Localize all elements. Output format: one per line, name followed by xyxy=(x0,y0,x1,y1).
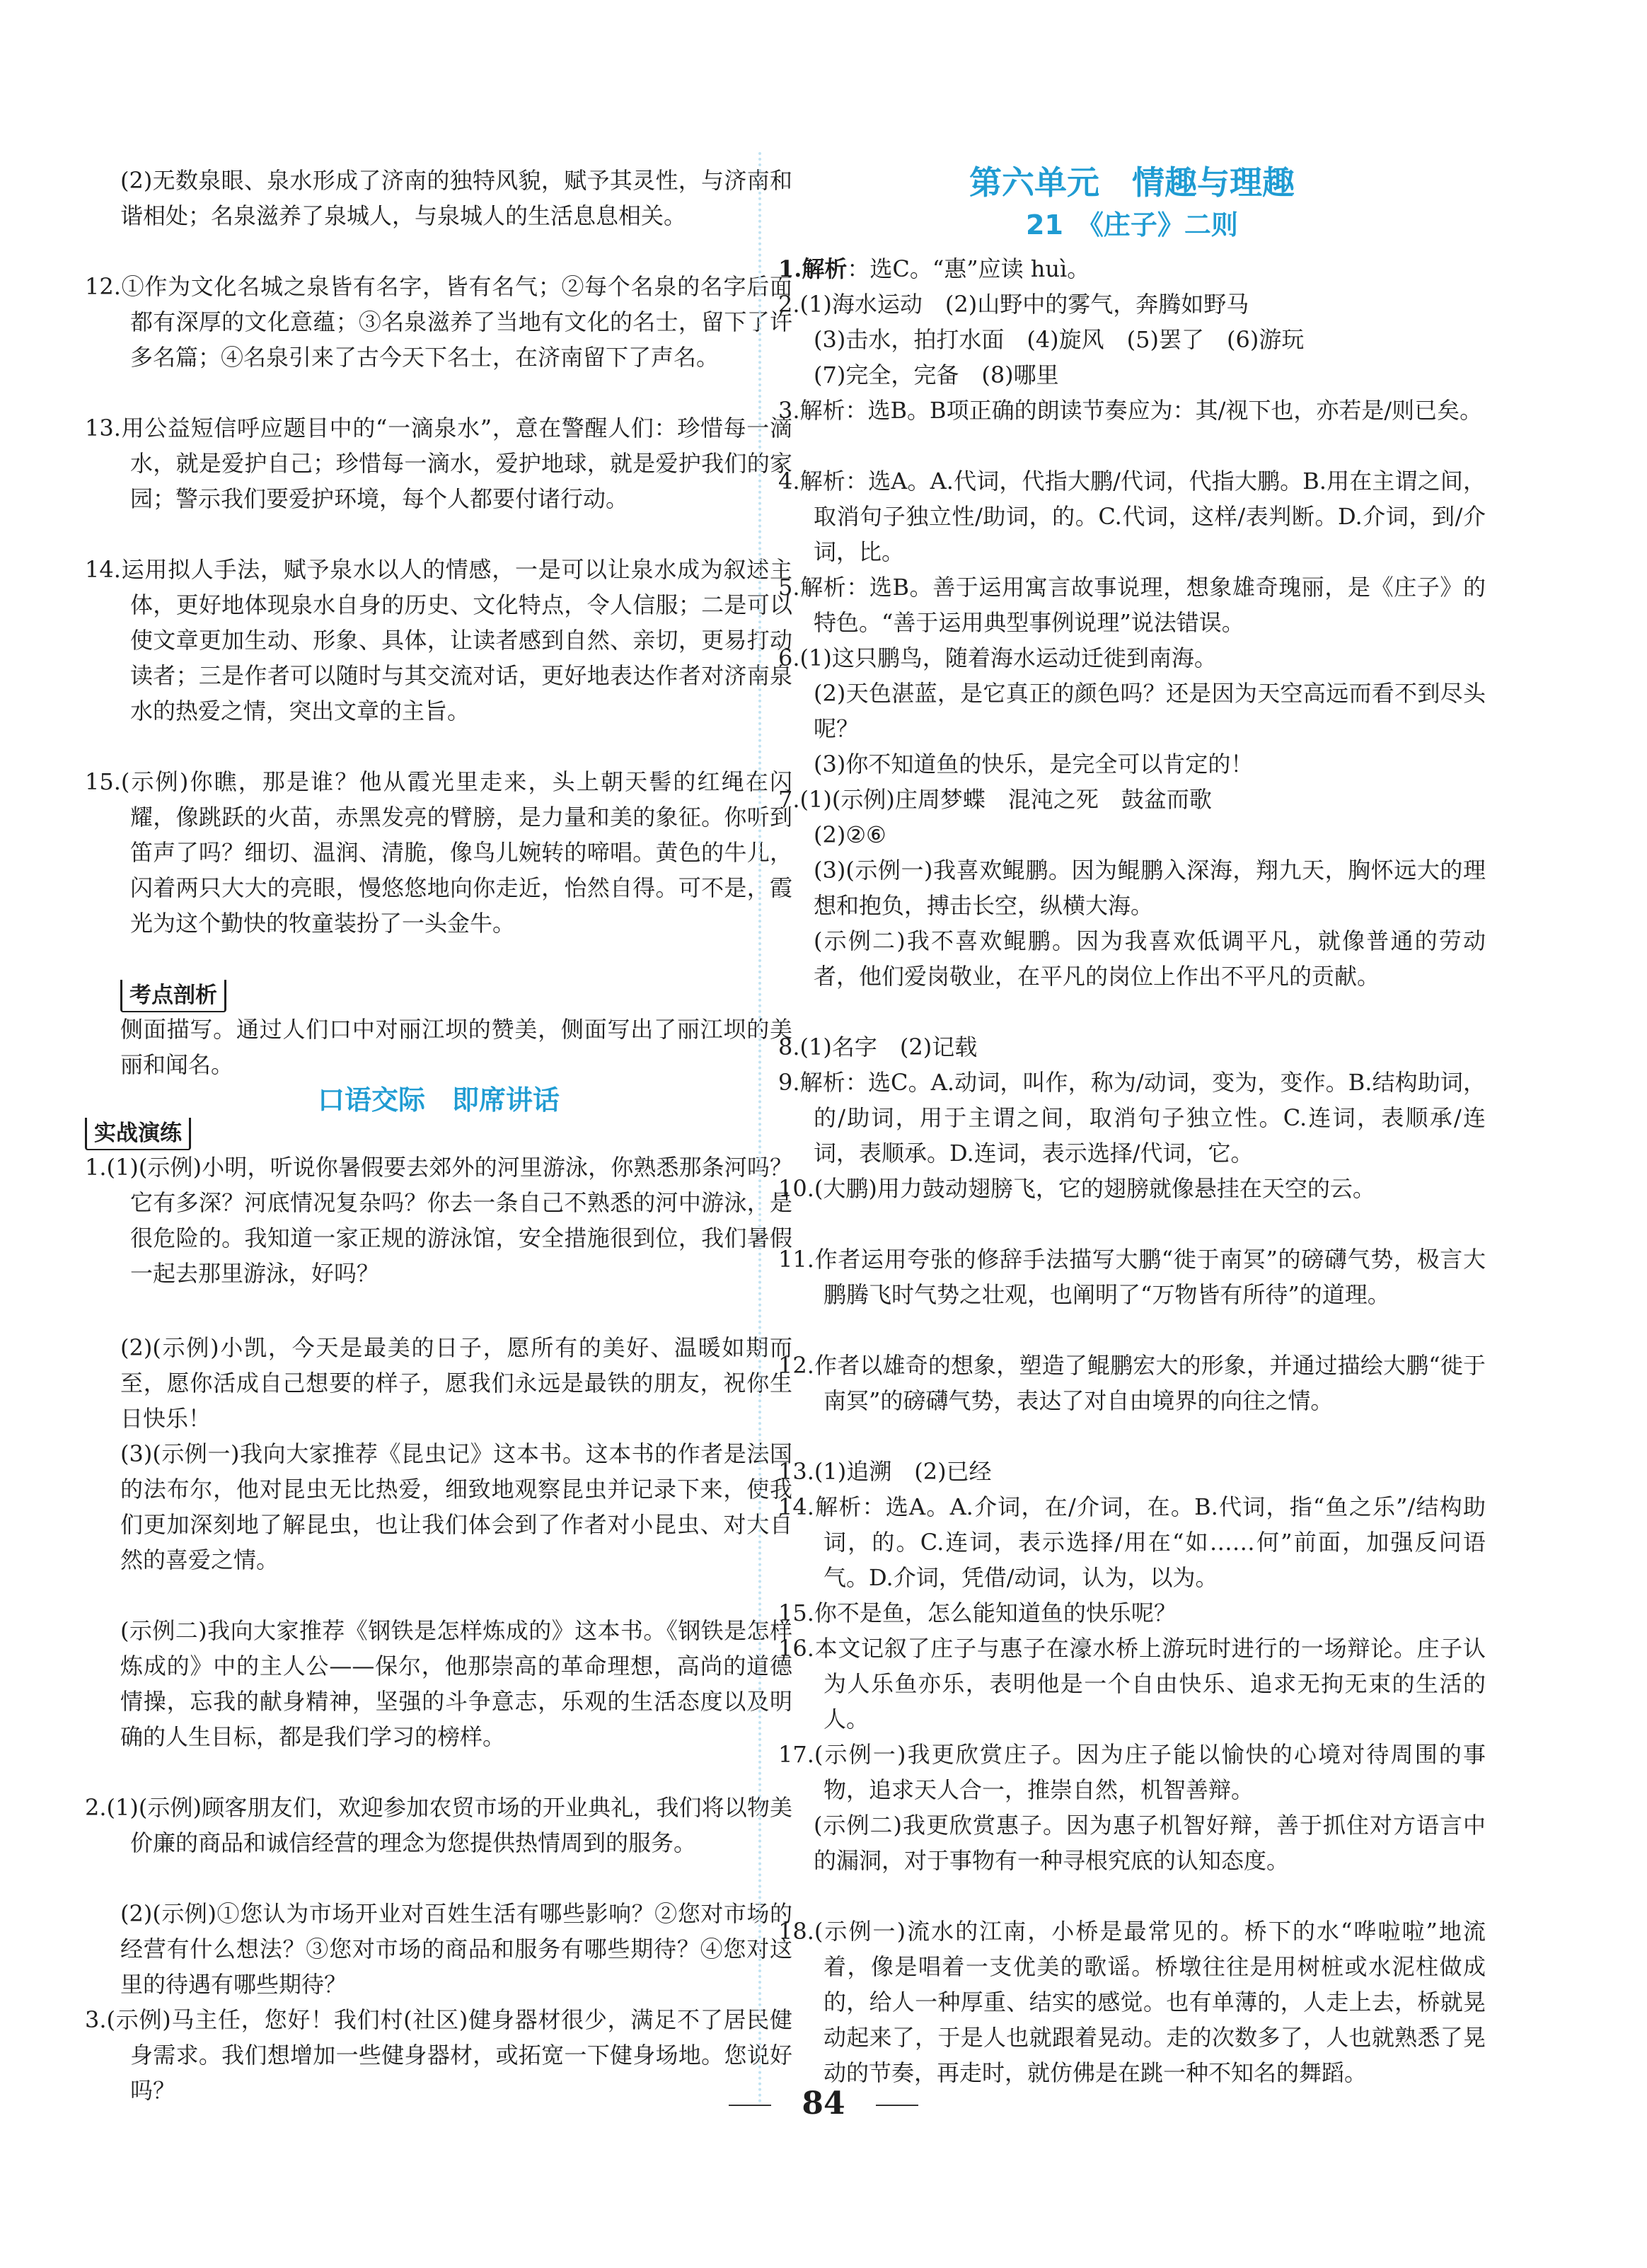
column-divider xyxy=(758,152,761,2105)
answer-q10: 10.(大鹏)用力鼓动翅膀飞，它的翅膀就像悬挂在天空的云。 xyxy=(778,1175,1375,1202)
oral-answer-2-2: (2)(示例)①您认为市场开业对百姓生活有哪些影响？②您对市场的经营有什么想法？③您对市场的商品和服务有哪些期待？④您对这里的待遇有哪些期待？ xyxy=(120,1900,792,1998)
answer-q16: 16.本文记叙了庄子与惠子在濠水桥上游玩时进行的一场辩论。庄子认为人乐鱼亦乐，表明他是一个自由快乐、追求无拘无束的生活的人。 xyxy=(778,1635,1486,1732)
answer-q15: 15.(示例)你瞧，那是谁？他从霞光里走来，头上朝天髻的红绳在闪耀，像跳跃的火苗，赤黑发亮的臂膀，是力量和美的象征。你听到笛声了吗？细切、温润、清脆，像鸟儿婉转的啼唱。黄色的牛儿，闪着两只大大的亮眼，慢悠悠地向你走近，怡然自得。可不是，霞光为这个勤快的牧童装扮了一头金牛。 xyxy=(85,768,792,937)
oral-answer-1-1: 1.(1)(示例)小明，听说你暑假要去郊外的河里游泳，你熟悉那条河吗？它有多深？河底情况复杂吗？你去一条自己不熟悉的河中游泳，是很危险的。我知道一家正规的游泳馆，安全措施很到位，我们暑假一起去那里游泳，好吗？ xyxy=(85,1154,792,1287)
oral-answer-1-3: (3)(示例一)我向大家推荐《昆虫记》这本书。这本书的作者是法国的法布尔，他对昆虫无比热爱，细致地观察昆虫并记录下来，使我们更加深刻地了解昆虫，也让我们体会到了作者对小昆虫、对大自然的喜爱之情。 xyxy=(120,1440,792,1573)
lesson-title: 21 《庄子》二则 xyxy=(1026,209,1238,241)
oral-answer-2-1: 2.(1)(示例)顾客朋友们，欢迎参加农贸市场的开业典礼，我们将以物美价廉的商品和诚信经营的理念为您提供热情周到的服务。 xyxy=(85,1794,792,1856)
answer-q17-a: 17.(示例一)我更欣赏庄子。因为庄子能以愉快的心境对待周围的事物，追求天人合一，推崇自然，机智善辩。 xyxy=(778,1741,1486,1803)
answer-q2-b: (3)击水，拍打水面 (4)旋风 (5)罢了 (6)游玩 xyxy=(814,326,1305,353)
answer-q1-text: ：选C。“惠”应读 huì。 xyxy=(847,255,1090,282)
answer-q11: 11.作者运用夸张的修辞手法描写大鹏“徙于南冥”的磅礴气势，极言大鹏腾飞时气势之壮观，也阐明了“万物皆有所待”的道理。 xyxy=(778,1246,1486,1308)
answer-q8: 8.(1)名字 (2)记载 xyxy=(778,1034,978,1060)
answer-paragraph-q11-2: (2)无数泉眼、泉水形成了济南的独特风貌，赋予其灵性，与济南和谐相处；名泉滋养了泉城人，与泉城人的生活息息相关。 xyxy=(120,167,792,229)
kaodian-text: 侧面描写。通过人们口中对丽江坝的赞美，侧面写出了丽江坝的美丽和闻名。 xyxy=(120,1016,792,1078)
oral-answer-3: 3.(示例)马主任，您好！我们村(社区)健身器材很少，满足不了居民健身需求。我们想增加一些健身器材，或拓宽一下健身场地。您说好吗？ xyxy=(85,2006,792,2104)
oral-section-title: 口语交际 即席讲话 xyxy=(317,1084,560,1116)
answer-q7-d: (示例二)我不喜欢鲲鹏。因为我喜欢低调平凡，就像普通的劳动者，他们爱岗敬业，在平凡的岗位上作出不平凡的贡献。 xyxy=(814,927,1486,990)
answer-q6-a: 6.(1)这只鹏鸟，随着海水运动迁徙到南海。 xyxy=(778,644,1217,671)
answer-q5: 5.解析：选B。善于运用寓言故事说理，想象雄奇瑰丽，是《庄子》的特色。“善于运用典型事例说理”说法错误。 xyxy=(778,574,1486,636)
page-footer xyxy=(0,2083,1647,2125)
page-number: 84 xyxy=(802,2085,845,2122)
answer-q13: 13.(1)追溯 (2)已经 xyxy=(778,1458,992,1485)
footer-left-rule xyxy=(729,2105,771,2106)
shizhan-label: 实战演练 xyxy=(85,1118,191,1150)
answer-q9: 9.解析：选C。A.动词，叫作，称为/动词，变为，变作。B.结构助词，的/助词，用于主谓之间，取消句子独立性。C.连词，表顺承/连词，表顺承。D.连词，表示选择/代词，它。 xyxy=(778,1069,1486,1167)
answer-q14: 14.解析：选A。A.介词，在/介词，在。B.代词，指“鱼之乐”/结构助词，的。C.连词，表示选择/用在“如……何”前面，加强反问语气。D.介词，凭借/动词，认为，以为。 xyxy=(778,1493,1486,1591)
footer-right-rule xyxy=(876,2105,918,2106)
answer-q14: 14.运用拟人手法，赋予泉水以人的情感，一是可以让泉水成为叙述主体，更好地体现泉水自身的历史、文化特点，令人信服；二是可以使文章更加生动、形象、具体，让读者感到自然、亲切，更易打动读者；三是作者可以随时与其交流对话，更好地表达作者对济南泉水的热爱之情，突出文章的主旨。 xyxy=(85,556,792,724)
answer-q15: 15.你不是鱼，怎么能知道鱼的快乐呢？ xyxy=(778,1599,1177,1626)
answer-q6-b: (2)天色湛蓝，是它真正的颜色吗？还是因为天空高远而看不到尽头呢？ xyxy=(814,680,1486,742)
answer-q6-c: (3)你不知道鱼的快乐，是完全可以肯定的！ xyxy=(814,751,1254,777)
answer-q7-c: (3)(示例一)我喜欢鲲鹏。因为鲲鹏入深海，翔九天，胸怀远大的理想和抱负，搏击长空，纵横大海。 xyxy=(814,857,1486,919)
answer-q13: 13.用公益短信呼应题目中的“一滴泉水”，意在警醒人们：珍惜每一滴水，就是爱护自己；珍惜每一滴水，爱护地球，就是爱护我们的家园；警示我们要爱护环境，每个人都要付诸行动。 xyxy=(85,415,792,512)
answer-q17-b: (示例二)我更欣赏惠子。因为惠子机智好辩，善于抓住对方语言中的漏洞，对于事物有一种寻根究底的认知态度。 xyxy=(814,1812,1486,1874)
oral-answer-1-2: (2)(示例)小凯，今天是最美的日子，愿所有的美好、温暖如期而至，愿你活成自己想要的样子，愿我们永远是最铁的朋友，祝你生日快乐！ xyxy=(120,1334,792,1432)
answer-q3: 3.解析：选B。B项正确的朗读节奏应为：其/视下也，亦若是/则已矣。 xyxy=(778,397,1483,424)
answer-q2-c: (7)完全，完备 (8)哪里 xyxy=(814,361,1059,388)
kaodian-label: 考点剖析 xyxy=(120,980,226,1012)
answer-q12: 12.作者以雄奇的想象，塑造了鲲鹏宏大的形象，并通过描绘大鹏“徙于南冥”的磅礴气势，表达了对自由境界的向往之情。 xyxy=(778,1352,1486,1414)
answer-q7-a: 7.(1)(示例)庄周梦蝶 混沌之死 鼓盆而歌 xyxy=(778,786,1212,813)
answer-q1 xyxy=(778,251,1486,287)
answer-q1-label: 1.解析 xyxy=(778,255,848,282)
answer-q7-b: (2)②⑥ xyxy=(814,821,886,848)
unit-title: 第六单元 情趣与理趣 xyxy=(969,163,1295,202)
answer-q18: 18.(示例一)流水的江南，小桥是最常见的。桥下的水“哗啦啦”地流着，像是唱着一支优美的歌谣。桥墩往往是用树桩或水泥柱做成的，给人一种厚重、结实的感觉。也有单薄的，人走上去，桥就晃动起来了，于是人也就跟着晃动。走的次数多了，人也就熟悉了晃动的节奏，再走时，就仿佛是在跳一种不知名的舞蹈。 xyxy=(778,1918,1486,2086)
answer-q2-a: 2.(1)海水运动 (2)山野中的雾气，奔腾如野马 xyxy=(778,291,1249,318)
oral-answer-1-4: (示例二)我向大家推荐《钢铁是怎样炼成的》这本书。《钢铁是怎样炼成的》中的主人公——保尔，他那崇高的革命理想，高尚的道德情操，忘我的献身精神，坚强的斗争意志，乐观的生活态度以及明确的人生目标，都是我们学习的榜样。 xyxy=(120,1617,792,1750)
answer-q12: 12.①作为文化名城之泉皆有名字，皆有名气；②每个名泉的名字后面都有深厚的文化意蕴；③名泉滋养了当地有文化的名士，留下了许多名篇；④名泉引来了古今天下名士，在济南留下了声名。 xyxy=(85,273,792,371)
answer-q4: 4.解析：选A。A.代词，代指大鹏/代词，代指大鹏。B.用在主谓之间，取消句子独立性/助词，的。C.代词，这样/表判断。D.介词，到/介词，比。 xyxy=(778,468,1486,565)
